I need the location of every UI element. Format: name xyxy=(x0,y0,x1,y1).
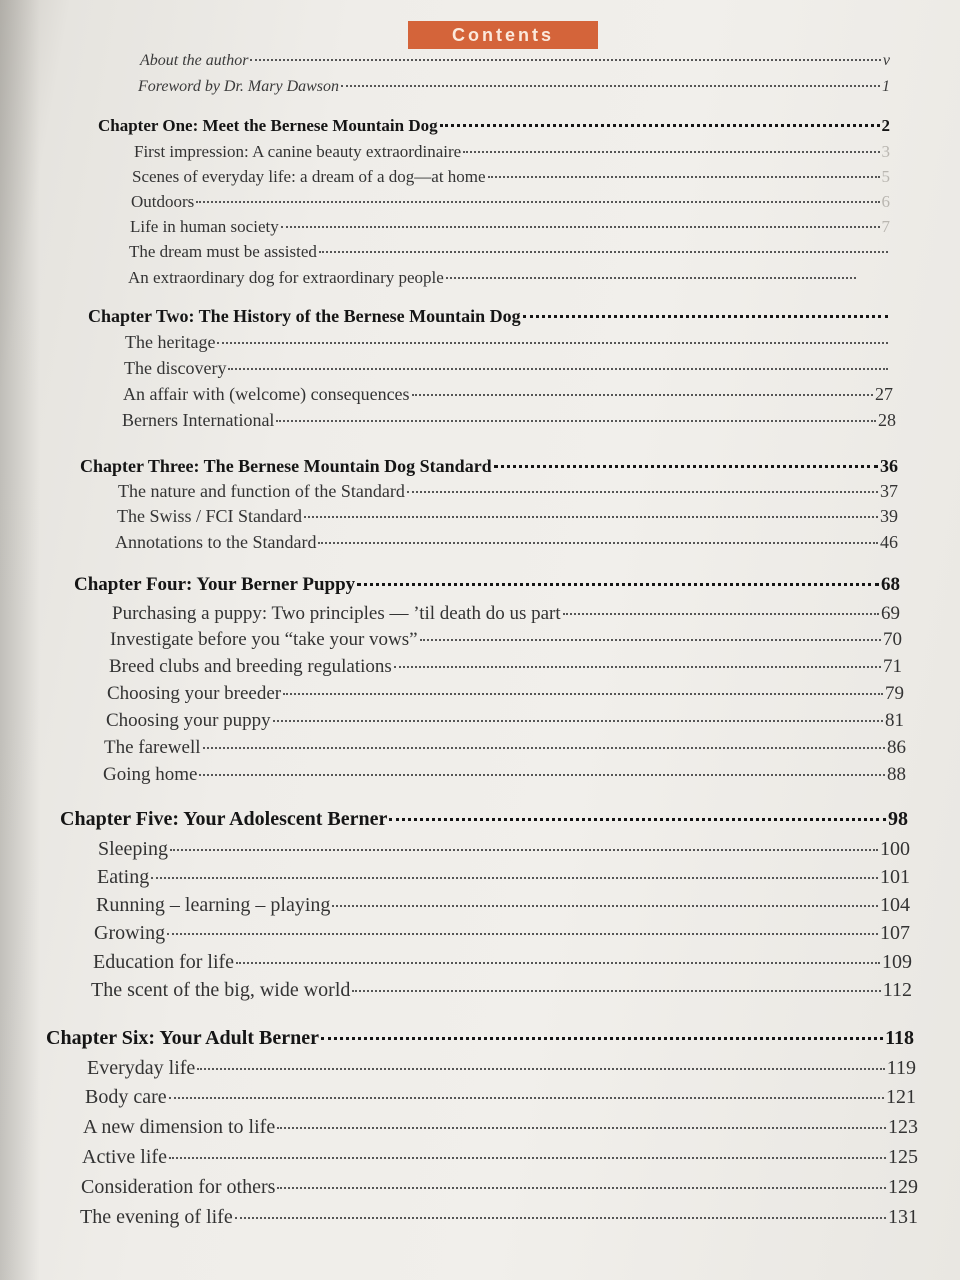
chapter-title: Chapter Four: Your Berner Puppy xyxy=(74,574,356,595)
chapter-title: Chapter Three: The Bernese Mountain Dog Standard xyxy=(80,456,492,476)
section-title: Active life xyxy=(82,1146,167,1168)
dot-leader xyxy=(250,59,880,61)
section-page-number: 100 xyxy=(880,838,910,860)
toc-section[interactable] xyxy=(81,1176,918,1199)
toc-chapter-4[interactable] xyxy=(74,574,900,596)
section-page-number: 121 xyxy=(886,1086,916,1108)
toc-section[interactable] xyxy=(129,242,890,262)
section-title: Investigate before you “take your vows” xyxy=(110,629,418,650)
dot-leader xyxy=(341,85,880,87)
toc-section[interactable] xyxy=(93,951,912,974)
section-page-number: 119 xyxy=(886,1057,916,1079)
section-title: Going home xyxy=(103,764,198,785)
toc-section[interactable] xyxy=(122,410,896,431)
dot-leader xyxy=(389,818,886,821)
section-title: Sleeping xyxy=(98,838,168,860)
dot-leader xyxy=(352,990,880,992)
toc-section[interactable] xyxy=(96,894,910,917)
section-title: Running – learning – playing xyxy=(96,894,331,916)
dot-leader xyxy=(170,849,878,851)
dot-leader xyxy=(523,315,888,318)
chapter-page-number: 36 xyxy=(880,456,898,476)
toc-chapter-6[interactable] xyxy=(46,1027,914,1050)
dot-leader xyxy=(277,1187,886,1189)
section-page-number: 71 xyxy=(883,656,902,677)
section-page-number: 107 xyxy=(880,922,910,944)
toc-section[interactable] xyxy=(85,1086,916,1109)
chapter-title: Chapter One: Meet the Bernese Mountain Dog xyxy=(98,116,438,135)
dot-leader xyxy=(228,368,888,370)
dot-leader xyxy=(420,639,881,641)
dot-leader xyxy=(203,747,885,749)
section-title: An extraordinary dog for extraordinary people xyxy=(128,268,444,287)
section-page-number: 109 xyxy=(882,951,912,973)
toc-section[interactable] xyxy=(112,603,900,625)
dot-leader xyxy=(235,1217,886,1219)
section-title: A new dimension to life xyxy=(83,1116,276,1138)
dot-leader xyxy=(196,201,879,203)
toc-entry-label: About the author xyxy=(140,52,249,69)
toc-section[interactable] xyxy=(109,656,902,678)
section-page-number: 5 xyxy=(881,167,890,186)
toc-entry-label: Foreword by Dr. Mary Dawson xyxy=(138,78,340,95)
toc-section[interactable] xyxy=(118,481,898,502)
chapter-title: Chapter Six: Your Adult Berner xyxy=(46,1027,319,1049)
toc-section[interactable] xyxy=(106,710,904,732)
section-title: Scenes of everyday life: a dream of a dog—at home xyxy=(132,167,486,186)
toc-section[interactable] xyxy=(134,142,890,162)
toc-section[interactable] xyxy=(91,979,912,1002)
section-page-number: 3 xyxy=(881,142,890,161)
section-page-number: 86 xyxy=(887,737,906,758)
dot-leader xyxy=(273,720,883,722)
dot-leader xyxy=(167,933,878,935)
section-title: Outdoors xyxy=(131,192,195,211)
contents-heading-text: Contents xyxy=(452,24,554,45)
section-page-number: 104 xyxy=(880,894,910,916)
dot-leader xyxy=(357,583,879,586)
chapter-page-number: 2 xyxy=(881,116,890,135)
section-page-number: 79 xyxy=(885,683,904,704)
section-page-number: 129 xyxy=(888,1176,918,1198)
dot-leader xyxy=(440,124,880,127)
dot-leader xyxy=(217,342,888,344)
toc-section[interactable] xyxy=(107,683,904,705)
section-title: Eating xyxy=(97,866,150,888)
dot-leader xyxy=(446,277,856,279)
toc-section[interactable] xyxy=(132,167,890,187)
toc-section[interactable] xyxy=(123,384,893,405)
section-page-number: 70 xyxy=(883,629,902,650)
section-page-number: 123 xyxy=(888,1116,918,1138)
chapter-page-number: 118 xyxy=(885,1027,914,1049)
section-title: Purchasing a puppy: Two principles — ’til death do us part xyxy=(112,603,561,624)
toc-page-number: v xyxy=(882,52,890,69)
section-title: The farewell xyxy=(104,737,201,758)
section-page-number: 6 xyxy=(881,192,890,211)
dot-leader xyxy=(463,151,879,153)
toc-section[interactable] xyxy=(103,764,906,786)
dot-leader xyxy=(169,1097,884,1099)
section-title: Choosing your breeder xyxy=(107,683,282,704)
section-title: An affair with (welcome) consequences xyxy=(123,384,410,404)
toc-section[interactable] xyxy=(125,332,890,353)
section-title: The dream must be assisted xyxy=(129,242,317,261)
section-title: Everyday life xyxy=(87,1057,196,1079)
section-title: The nature and function of the Standard xyxy=(118,481,405,501)
dot-leader xyxy=(199,774,885,776)
dot-leader xyxy=(494,465,878,468)
section-title: Annotations to the Standard xyxy=(115,532,317,552)
section-page-number: 39 xyxy=(880,506,898,526)
chapter-title: Chapter Two: The History of the Bernese Mountain Dog xyxy=(88,306,521,326)
section-title: First impression: A canine beauty extraordinaire xyxy=(134,142,462,161)
toc-section[interactable] xyxy=(117,506,898,527)
toc-section[interactable] xyxy=(97,866,910,889)
section-page-number: 7 xyxy=(881,217,890,236)
dot-leader xyxy=(321,1037,883,1040)
section-page-number: 112 xyxy=(882,979,912,1001)
toc-section[interactable] xyxy=(87,1057,916,1080)
section-page-number: 37 xyxy=(880,481,898,501)
dot-leader xyxy=(281,226,880,228)
section-page-number: 131 xyxy=(888,1206,918,1228)
section-title: Body care xyxy=(85,1086,167,1108)
section-title: Breed clubs and breeding regulations xyxy=(109,656,392,677)
section-title: Berners International xyxy=(122,410,275,430)
section-title: Choosing your puppy xyxy=(106,710,271,731)
section-title: Education for life xyxy=(93,951,235,973)
toc-section[interactable] xyxy=(115,532,898,553)
toc-section[interactable] xyxy=(94,922,910,945)
dot-leader xyxy=(318,542,878,544)
dot-leader xyxy=(277,1127,886,1129)
section-title: The Swiss / FCI Standard xyxy=(117,506,303,526)
section-page-number: 28 xyxy=(878,410,896,430)
toc-page-number: 1 xyxy=(882,78,890,95)
chapter-title: Chapter Five: Your Adolescent Berner xyxy=(60,808,388,830)
toc-section[interactable] xyxy=(131,192,890,212)
section-page-number: 125 xyxy=(888,1146,918,1168)
section-page-number: 27 xyxy=(875,384,893,404)
dot-leader xyxy=(412,394,873,396)
section-title: The heritage xyxy=(125,332,216,352)
toc-section[interactable] xyxy=(128,268,858,288)
section-page-number: 81 xyxy=(885,710,904,731)
section-title: Life in human society xyxy=(130,217,279,236)
toc-chapter-1[interactable] xyxy=(98,116,890,136)
toc-section[interactable] xyxy=(80,1206,918,1229)
toc-section[interactable] xyxy=(98,838,910,861)
dot-leader xyxy=(319,251,888,253)
dot-leader xyxy=(151,877,878,879)
dot-leader xyxy=(197,1068,884,1070)
chapter-page-number: 98 xyxy=(888,808,908,830)
toc-chapter-2[interactable] xyxy=(88,306,890,327)
section-title: Consideration for others xyxy=(81,1176,276,1198)
section-page-number: 46 xyxy=(880,532,898,552)
section-page-number: 88 xyxy=(887,764,906,785)
dot-leader xyxy=(332,905,878,907)
dot-leader xyxy=(563,613,879,615)
toc-entry-about-author[interactable] xyxy=(140,52,890,70)
dot-leader xyxy=(236,962,880,964)
dot-leader xyxy=(283,693,883,695)
toc-chapter-3[interactable] xyxy=(80,456,898,477)
toc-chapter-5[interactable] xyxy=(60,808,908,831)
toc-section[interactable] xyxy=(130,217,890,237)
section-title: The discovery xyxy=(124,358,227,378)
dot-leader xyxy=(169,1157,886,1159)
section-page-number: 69 xyxy=(881,603,900,624)
section-title: Growing xyxy=(94,922,166,944)
dot-leader xyxy=(276,420,876,422)
toc-entry-foreword[interactable] xyxy=(138,78,890,96)
dot-leader xyxy=(394,666,881,668)
section-title: The evening of life xyxy=(80,1206,233,1228)
toc-section[interactable] xyxy=(110,629,902,651)
section-title: The scent of the big, wide world xyxy=(91,979,351,1001)
toc-section[interactable] xyxy=(83,1116,918,1139)
dot-leader xyxy=(488,176,880,178)
section-page-number: 101 xyxy=(880,866,910,888)
toc-section[interactable] xyxy=(104,737,906,759)
dot-leader xyxy=(407,491,878,493)
toc-section[interactable] xyxy=(82,1146,918,1169)
dot-leader xyxy=(304,516,878,518)
chapter-page-number: 68 xyxy=(881,574,900,595)
toc-section[interactable] xyxy=(124,358,890,379)
